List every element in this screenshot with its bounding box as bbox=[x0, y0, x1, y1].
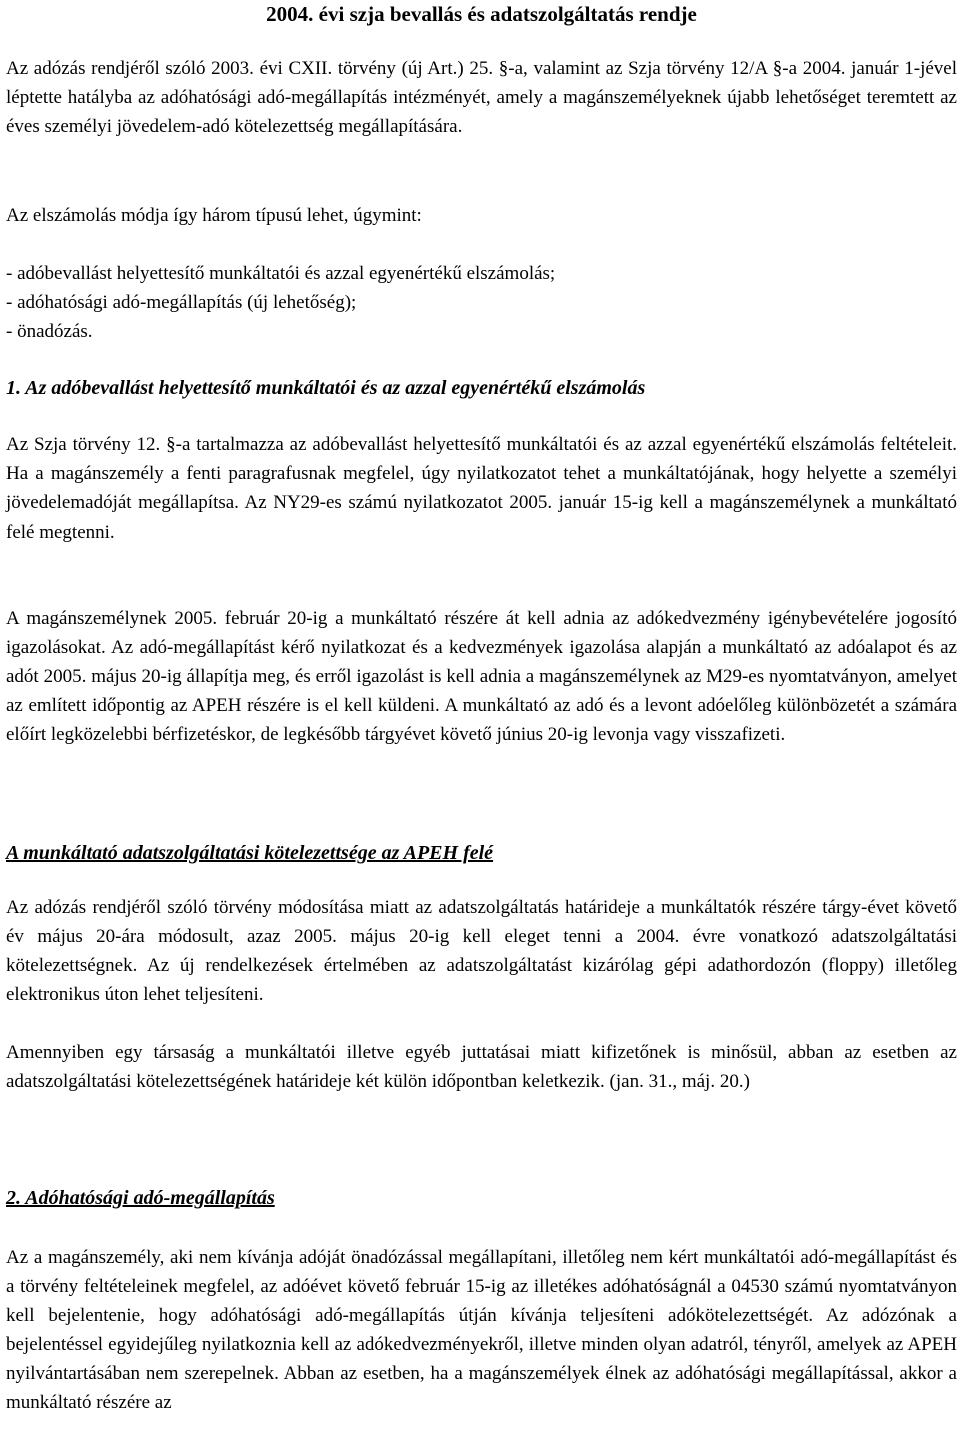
section-2-paragraph bbox=[6, 1243, 957, 1417]
list-item: - adóhatósági adó-megállapítás (új lehetőség); bbox=[6, 292, 357, 313]
intro-paragraph bbox=[6, 54, 957, 141]
employer-obligation-paragraph-2-text: Amennyiben egy társaság a munkáltatói illetve egyéb juttatásai miatt kifizetőnek is minősül, abban az esetben az adatszolgáltatási kötelezettségének határideje két külön időpontban keletkezik. (jan. 31., máj. 20.) bbox=[6, 1042, 957, 1092]
employer-obligation-heading: A munkáltató adatszolgáltatási kötelezettsége az APEH felé bbox=[6, 842, 494, 864]
methods-intro-text: Az elszámolás módja így három típusú lehet, úgymint: bbox=[6, 205, 422, 226]
methods-list bbox=[6, 259, 957, 346]
section-1-paragraph-1-text: Az Szja törvény 12. §-a tartalmazza az adóbevallást helyettesítő munkáltatói és az azzal egyenértékű elszámolás feltételeit. Ha a magánszemély a fenti paragrafusnak megfelel, úgy nyilatkozatot tehet a munkáltatójának, hogy helyette a személyi jövedelemadóját megállapítsa. Az NY29-es számú nyilatkozatot 2005. január 15-ig kell a magánszemélynek a munkáltató felé megtenni. bbox=[6, 434, 957, 543]
employer-obligation-paragraph-1-text: Az adózás rendjéről szóló törvény módosítása miatt az adatszolgáltatás határideje a munkáltatók részére tárgy-évet követő év május 20-ára módosult, azaz 2005. május 20-ig kell eleget tenni a 2004. évre vonatkozó adatszolgáltatási kötelezettségnek. Az új rendelkezések értelmében az adatszolgáltatást kizárólag gépi adathordozón (floppy) illetőleg elektronikus úton lehet teljesíteni. bbox=[6, 897, 957, 1005]
list-item: - adóbevallást helyettesítő munkáltatói és azzal egyenértékű elszámolás; bbox=[6, 263, 556, 284]
employer-obligation-paragraph-1 bbox=[6, 894, 957, 1009]
intro-text: Az adózás rendjéről szóló 2003. évi CXII. törvény (új Art.) 25. §-a, valamint az Szja törvény 12/A §-a 2004. január 1-jével léptette hatályba az adóhatósági adó-megállapítás intézményét, amely a magánszemélyeknek újabb lehetőséget teremtett az éves személyi jövedelem-adó kötelezettség megállapítására. bbox=[6, 58, 957, 137]
document-title: 2004. évi szja bevallás és adatszolgáltatás rendje bbox=[266, 2, 697, 26]
section-2-paragraph-text: Az a magánszemély, aki nem kívánja adóját önadózással megállapítani, illetőleg nem kért munkáltatói adó-megállapítást és a törvény feltételeinek megfelel, az adóévet követő február 15-ig az illetékes adóhatóságnál a 04530 számú nyomtatványon kell bejelentenie, hogy adóhatósági adó-megállapítás útján kívánja teljesíteni adókötelezettségét. Az adózónak a bejelentéssel egyidejűleg nyilatkoznia kell az adókedvezményekről, illetve minden olyan adatról, tényről, amelyek az APEH nyilvántartásában nem szerepelnek. Abban az esetben, ha a magánszemélyek élnek az adóhatósági megállapítással, akkor a munkáltató részére az bbox=[6, 1247, 957, 1413]
section-1-heading: 1. Az adóbevallást helyettesítő munkáltatói és az azzal egyenértékű elszámolás bbox=[6, 377, 646, 399]
section-2-heading: 2. Adóhatósági adó-megállapítás bbox=[6, 1187, 275, 1209]
list-item: - önadózás. bbox=[6, 321, 93, 342]
section-1-paragraph-1 bbox=[6, 430, 957, 547]
methods-intro bbox=[6, 202, 957, 230]
section-1-paragraph-2-text: A magánszemélynek 2005. február 20-ig a munkáltató részére át kell adnia az adókedvezmény igénybevételére jogosító igazolásokat. Az adó-megállapítást kérő nyilatkozat és a kedvezmények igazolása alapján a munkáltató az adóalapot és az adót 2005. május 20-ig állapítja meg, és erről igazolást is kell adnia a magánszemélynek az M29-es nyomtatványon, amelyet az említett időpontig az APEH részére is el kell küldeni. A munkáltató az adó és a levont adóelőleg különbözetét a számára előírt legközelebbi bérfizetéskor, de legkésőbb tárgyévet követő június 20-ig levonja vagy visszafizeti. bbox=[6, 608, 957, 745]
section-1-paragraph-2 bbox=[6, 604, 957, 749]
employer-obligation-paragraph-2 bbox=[6, 1038, 957, 1096]
